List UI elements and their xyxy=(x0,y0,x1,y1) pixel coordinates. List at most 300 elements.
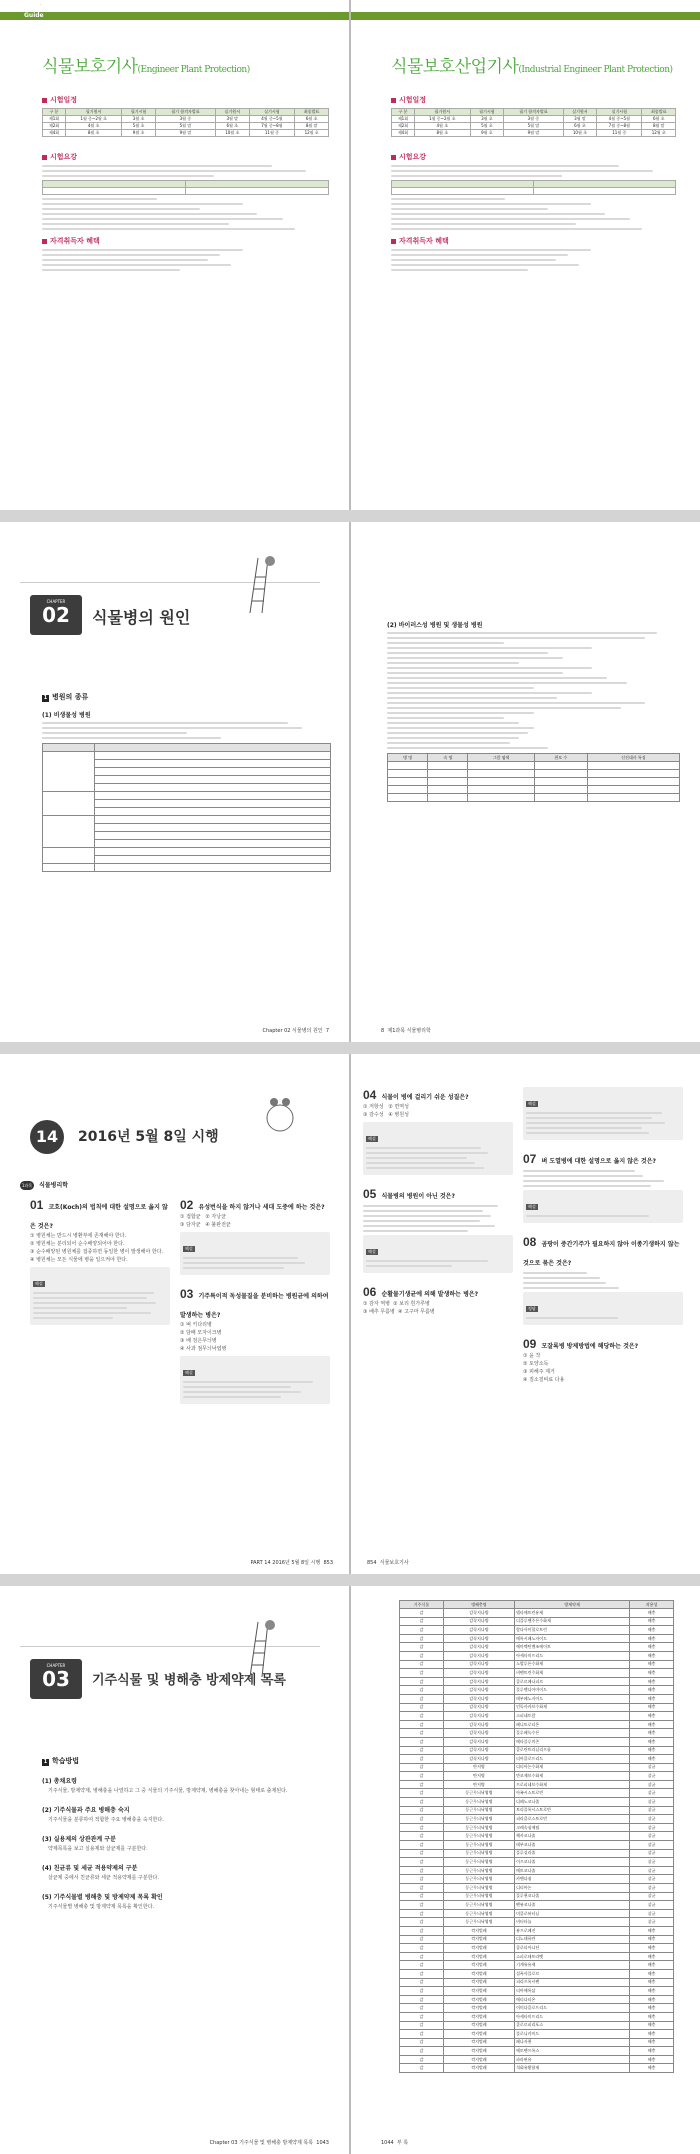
table-cell: 감 xyxy=(400,1952,444,1961)
section-heading xyxy=(42,1756,329,1766)
table-header-cell: 필기 합격자발표 xyxy=(155,109,215,116)
table-cell: 살균 xyxy=(630,1798,674,1807)
table-cell: 페나자퀸 xyxy=(515,2038,630,2047)
table-row xyxy=(400,1737,674,1746)
table-cell xyxy=(534,778,587,786)
table-row xyxy=(400,2055,674,2064)
study-item-title: (5) 기주식물별 병해충 및 방제약제 목록 확인 xyxy=(42,1894,163,1901)
table-cell: 페니트로티온 xyxy=(515,1720,630,1729)
table-row xyxy=(43,116,329,123)
table-row xyxy=(400,2012,674,2021)
table-cell: 깍지벌레 xyxy=(443,1995,514,2004)
table-cell: 감 xyxy=(400,2047,444,2056)
table-header-cell: 신진대사 특징 xyxy=(587,754,679,762)
chapter-header xyxy=(20,1646,320,1716)
table-cell: 감꼭지나방 xyxy=(443,1755,514,1764)
table-header-cell: 편모 수 xyxy=(534,754,587,762)
table-cell: 살균 xyxy=(630,1875,674,1884)
table-cell xyxy=(428,770,468,778)
table-cell: 미클로뷰타닐 xyxy=(515,1909,630,1918)
table-cell: 감 xyxy=(400,2021,444,2030)
explanation-label: 해설 xyxy=(35,1281,43,1286)
table-cell: 티아클로프리드 xyxy=(515,1755,630,1764)
study-item-title: (1) 총채요령 xyxy=(42,1778,77,1785)
table-header-cell: 기주식물 xyxy=(400,1601,444,1609)
section-number: 1 xyxy=(43,1759,48,1765)
table-cell: 피라클로스트로빈 xyxy=(515,1815,630,1824)
table-row xyxy=(400,1798,674,1807)
table-cell: 감 xyxy=(400,2055,444,2064)
right-page xyxy=(351,22,700,510)
pesticide-table-wrap xyxy=(399,1600,674,2073)
table-cell: 감 xyxy=(400,1987,444,1996)
schedule-note xyxy=(391,140,676,146)
chapter-title: 기주식물 및 병해충 방제약제 목록 xyxy=(92,1673,286,1688)
spread-chapter-02 xyxy=(0,522,700,1042)
table-cell: 트리플록시스트로빈 xyxy=(515,1806,630,1815)
right-page xyxy=(351,1586,700,2154)
table-row xyxy=(400,1755,674,1764)
page-number: 1044 xyxy=(381,2140,394,2146)
section-number: 1 xyxy=(43,695,48,701)
table-cell: 12월 초 xyxy=(295,130,329,137)
question-col-3 xyxy=(363,1084,513,1316)
section-benefit: 자격취득자 혜택 xyxy=(391,236,676,246)
table-cell: 감 xyxy=(400,1823,444,1832)
table-cell xyxy=(388,778,428,786)
table-cell: 3월 초 xyxy=(470,116,503,123)
choice: ① 접합균 xyxy=(180,1214,201,1220)
table-cell: 노발루론수화제 xyxy=(515,1660,630,1669)
table-header-cell: 구 분 xyxy=(43,109,66,116)
footer-right xyxy=(381,1027,431,1034)
chapter-number: 03 xyxy=(42,1667,70,1691)
table-cell: 감 xyxy=(400,1755,444,1764)
table-cell: 4월 초 xyxy=(66,123,122,130)
table-row xyxy=(400,1703,674,1712)
table-row xyxy=(392,123,676,130)
table-cell: 감 xyxy=(400,1935,444,1944)
table-cell: 해충 xyxy=(630,1755,674,1764)
table-row xyxy=(400,1643,674,1652)
table-cell: 감 xyxy=(400,1686,444,1695)
explanation-label: 해설 xyxy=(528,1204,536,1209)
spread-gap xyxy=(0,1574,700,1586)
table-row xyxy=(400,2004,674,2013)
page-title-right xyxy=(391,52,676,77)
table-header-cell: 병해충명 xyxy=(443,1601,514,1609)
question-choices xyxy=(363,1103,513,1119)
table-cell xyxy=(534,794,587,802)
table-cell: 살균 xyxy=(630,1892,674,1901)
table-cell: 플루벤디아마이드 xyxy=(515,1686,630,1695)
table-cell: 해충 xyxy=(630,2021,674,2030)
choice: ④ 사과 점무늬낙엽병 xyxy=(180,1346,227,1352)
table-cell: 해충 xyxy=(630,1987,674,1996)
question-col-1 xyxy=(30,1194,170,1325)
table-cell: 감 xyxy=(400,1995,444,2004)
title-en: (Engineer Plant Protection) xyxy=(137,65,250,75)
chapter-badge xyxy=(30,1659,82,1699)
table-cell: 해충 xyxy=(630,1669,674,1678)
table-cell: 5월 말 xyxy=(155,123,215,130)
table-cell: 메티다티온 xyxy=(515,1995,630,2004)
table-row xyxy=(400,1944,674,1953)
table-cell: 감 xyxy=(400,1798,444,1807)
table-cell: 감 xyxy=(400,1866,444,1875)
table-cell xyxy=(428,778,468,786)
footer-left xyxy=(250,1559,333,1566)
explanation-box xyxy=(30,1267,170,1325)
table-cell: 에마멕틴벤조에이트 xyxy=(515,1643,630,1652)
table-cell: 깍지벌레 xyxy=(443,2055,514,2064)
table-cell: 감꼭지나방 xyxy=(443,1634,514,1643)
table-row xyxy=(400,1806,674,1815)
table-cell: 에토펜프록스 xyxy=(515,2047,630,2056)
choice: ④ 고구마 무름병 xyxy=(398,1309,435,1315)
table-cell: 감꼭지나방 xyxy=(443,1686,514,1695)
title-en: (Industrial Engineer Plant Protection) xyxy=(518,65,673,75)
table-row xyxy=(400,1901,674,1910)
table-cell: 살균 xyxy=(630,1789,674,1798)
question-text: 순활물기생균에 의해 발생하는 병은? xyxy=(381,1291,479,1298)
table-cell xyxy=(428,786,468,794)
choice: ③ 배추 무름병 xyxy=(363,1309,395,1315)
section-title: 학습방법 xyxy=(52,1757,80,1765)
explanation-box xyxy=(180,1232,330,1275)
chapter-body xyxy=(42,682,331,872)
table-cell: 감 xyxy=(400,1712,444,1721)
table-cell: 1월 중~2월 초 xyxy=(66,116,122,123)
table-row xyxy=(400,1892,674,1901)
table-header-cell: 최종발표 xyxy=(295,109,329,116)
table-row xyxy=(400,1841,674,1850)
table-cell: 해충 xyxy=(630,1961,674,1970)
table-cell xyxy=(587,786,679,794)
table-cell: 감 xyxy=(400,1617,444,1626)
table-header-cell: 실기시험 xyxy=(597,109,642,116)
table-row xyxy=(400,1677,674,1686)
question-04 xyxy=(363,1084,513,1175)
table-cell: 감 xyxy=(400,2038,444,2047)
spread-chapter-03 xyxy=(0,1586,700,2154)
table-cell: 살균 xyxy=(630,1763,674,1772)
table-cell: 인독사카브수화제 xyxy=(515,1703,630,1712)
table-cell: 살균 xyxy=(630,1780,674,1789)
table-cell: 3월 말 xyxy=(215,116,249,123)
spread-gap xyxy=(0,1042,700,1054)
table-cell: 둥근무늬낙엽병 xyxy=(443,1884,514,1893)
table-cell: 해충 xyxy=(630,1746,674,1755)
exam-header xyxy=(30,1114,330,1164)
explanation-box xyxy=(363,1122,513,1175)
table-cell: 해충 xyxy=(630,1651,674,1660)
table-cell: 감 xyxy=(400,1909,444,1918)
table-cell: 4월 초 xyxy=(414,123,470,130)
explanation-label: 해설 xyxy=(368,1249,376,1254)
study-item-title: (3) 실용제의 상관관계 구분 xyxy=(42,1836,116,1843)
question-number: 01 xyxy=(30,1198,44,1212)
table-cell: 해충 xyxy=(630,1926,674,1935)
table-cell: 해충 xyxy=(630,1617,674,1626)
table-cell: 둥근무늬낙엽병 xyxy=(443,1789,514,1798)
table-cell: 해충 xyxy=(630,1686,674,1695)
table-cell: 메트코나졸 xyxy=(515,1866,630,1875)
question-number: 05 xyxy=(363,1187,377,1201)
table-cell: 감 xyxy=(400,1703,444,1712)
table-cell: 3월 말 xyxy=(563,116,596,123)
table-cell: 살균 xyxy=(630,1823,674,1832)
table-header-row xyxy=(43,109,329,116)
table-cell: 해충 xyxy=(630,1694,674,1703)
table-cell: 감 xyxy=(400,1694,444,1703)
page-number: 1043 xyxy=(316,2140,329,2146)
table-cell: 살균 xyxy=(630,1918,674,1927)
table-row xyxy=(392,130,676,137)
study-item-body: 살균제 중에서 친균류와 세균 적용약제를 구분한다. xyxy=(48,1875,159,1881)
table-row xyxy=(388,762,680,770)
table-cell: 감 xyxy=(400,1729,444,1738)
table-cell: 깍지벌레 xyxy=(443,2021,514,2030)
bacteria-table xyxy=(387,753,680,802)
guide-label: Guide xyxy=(24,12,44,19)
table-header-row xyxy=(388,754,680,762)
table-cell: 해충 xyxy=(630,1703,674,1712)
table-cell: 프로피네브수화제 xyxy=(515,1780,630,1789)
table-cell: 감 xyxy=(400,1969,444,1978)
table-cell xyxy=(587,770,679,778)
table-row xyxy=(400,1935,674,1944)
study-item-body: 기주식물을 분류하여 적합한 주요 병해충을 숙지한다. xyxy=(48,1817,164,1823)
page-number: 7 xyxy=(325,1028,329,1034)
table-cell: 제4회 xyxy=(43,130,66,137)
question-text: 코흐(Koch)의 법칙에 대한 설명으로 옳지 않은 것은? xyxy=(30,1204,168,1230)
schedule-table xyxy=(391,108,676,137)
chapter-title: 식물병의 원인 xyxy=(92,608,191,627)
table-cell: 9월 말 xyxy=(155,130,215,137)
table-row xyxy=(400,1729,674,1738)
table-cell: 감꼭지나방 xyxy=(443,1746,514,1755)
table-cell: 제1회 xyxy=(392,116,415,123)
table-row xyxy=(400,1926,674,1935)
table-cell: 제1회 xyxy=(43,116,66,123)
question-choices xyxy=(30,1232,170,1264)
table-cell: 감 xyxy=(400,1892,444,1901)
table-row xyxy=(400,1995,674,2004)
table-cell xyxy=(388,794,428,802)
table-header-cell: 구 분 xyxy=(392,109,415,116)
table-cell: 감꼭지나방 xyxy=(443,1651,514,1660)
table-cell: 감 xyxy=(400,2012,444,2021)
question-text: 곰팡이 중간기주가 필요하지 않아 이종기생하지 않는 것으로 묶은 것은? xyxy=(523,1241,680,1267)
table-cell: 해충 xyxy=(630,2047,674,2056)
table-cell: 8월 초 xyxy=(66,130,122,137)
table-cell: 깍지벌레 xyxy=(443,2030,514,2039)
table-cell xyxy=(534,770,587,778)
table-cell: 둥근무늬낙엽병 xyxy=(443,1875,514,1884)
footer-text: 식물보호기사 xyxy=(379,1560,409,1566)
table-row xyxy=(400,1660,674,1669)
section-benefit: 자격취득자 혜택 xyxy=(42,236,329,246)
table-cell: 감 xyxy=(400,1858,444,1867)
table-cell: 플루실라졸 xyxy=(515,1849,630,1858)
table-header-cell: 그람 염색 xyxy=(468,754,534,762)
subsection-title: (1) 비생물성 병원 xyxy=(42,712,91,719)
table-cell: 감 xyxy=(400,1789,444,1798)
table-cell: 감 xyxy=(400,1926,444,1935)
explanation-label: 해설 xyxy=(528,1101,536,1106)
table-header-cell: 실기원서 xyxy=(563,109,596,116)
choice: ② 담배 모자이크병 xyxy=(180,1330,222,1336)
table-cell: 이프코나졸 xyxy=(515,1858,630,1867)
schedule-table xyxy=(42,108,329,137)
choice: ① 병원체는 반드시 병환부에 존재해야 한다. xyxy=(30,1233,127,1239)
table-cell: 해충 xyxy=(630,2064,674,2073)
table-row xyxy=(400,1686,674,1695)
table-cell: 아족시스트로빈 xyxy=(515,1789,630,1798)
table-cell: 해충 xyxy=(630,1944,674,1953)
study-item-title: (2) 기주식물과 주요 병해충 숙지 xyxy=(42,1807,130,1814)
subject-table xyxy=(42,180,329,195)
table-cell: 감 xyxy=(400,1780,444,1789)
table-cell: 감 xyxy=(400,1806,444,1815)
table-header-cell: 속 명 xyxy=(428,754,468,762)
table-cell: 둥근무늬낙엽병 xyxy=(443,1892,514,1901)
table-cell: 깍지벌레 xyxy=(443,1926,514,1935)
table-cell: 7월 중~8월 xyxy=(597,123,642,130)
table-cell: 8월 말 xyxy=(295,123,329,130)
table-header-cell: 필기원서 xyxy=(66,109,122,116)
globe-illustration-icon xyxy=(260,1092,300,1132)
question-01 xyxy=(30,1194,170,1325)
table-cell: 둥근무늬낙엽병 xyxy=(443,1918,514,1927)
table-cell: 해충 xyxy=(630,1978,674,1987)
table-cell: 둥근무늬낙엽병 xyxy=(443,1901,514,1910)
table-cell: 6월 초 xyxy=(215,123,249,130)
table-row xyxy=(400,2064,674,2073)
table-cell: 비터타놀 xyxy=(515,1918,630,1927)
table-cell: 감 xyxy=(400,1832,444,1841)
table-row xyxy=(43,130,329,137)
table-cell: 감 xyxy=(400,1815,444,1824)
table-cell: 깍지벌레 xyxy=(443,2047,514,2056)
table-row xyxy=(400,1712,674,1721)
explanation-box xyxy=(523,1190,683,1223)
table-cell: 깍지벌레 xyxy=(443,1952,514,1961)
table-cell: 감꼭지나방 xyxy=(443,1609,514,1618)
table-row xyxy=(400,1772,674,1781)
footer-left xyxy=(210,2139,329,2146)
explanation-box xyxy=(523,1292,683,1325)
explanation-label: 해설 xyxy=(185,1370,193,1375)
illustration-ladder-icon xyxy=(240,1617,280,1677)
table-row xyxy=(400,1884,674,1893)
table-cell: 해충 xyxy=(630,1643,674,1652)
table-row xyxy=(400,1763,674,1772)
choice: ④ 불완전균 xyxy=(205,1222,231,1228)
table-cell: 감 xyxy=(400,1669,444,1678)
question-07 xyxy=(523,1148,683,1223)
table-row xyxy=(400,2021,674,2030)
table-cell: 깍지벌레 xyxy=(443,1961,514,1970)
chapter-label: CHAPTER xyxy=(46,1663,66,1668)
table-cell: 테부코나졸 xyxy=(515,1841,630,1850)
table-row xyxy=(400,1858,674,1867)
table-cell: 클로티아니딘 xyxy=(515,1944,630,1953)
table-cell: 감 xyxy=(400,1884,444,1893)
footer-text: PART 14 2016년 5월 8일 시행 xyxy=(250,1560,321,1566)
table-cell: 감 xyxy=(400,2004,444,2013)
table-cell: 감꼭지나방 xyxy=(443,1712,514,1721)
table-cell: 감 xyxy=(400,1720,444,1729)
table-cell: 감 xyxy=(400,1737,444,1746)
table-cell: 깍지벌레 xyxy=(443,1944,514,1953)
table-row xyxy=(400,1617,674,1626)
table-row xyxy=(400,1952,674,1961)
table-cell: 티아메톡삼 xyxy=(515,1987,630,1996)
table-cell: 기계유유제 xyxy=(515,1961,630,1970)
choice: ① 벼 키다리병 xyxy=(180,1322,212,1328)
table-row xyxy=(400,1866,674,1875)
table-cell: 12월 초 xyxy=(642,130,676,137)
footer-text: Chapter 02 식물병의 원인 xyxy=(262,1028,323,1034)
table-cell: 10월 초 xyxy=(563,130,596,137)
table-cell xyxy=(388,770,428,778)
table-cell xyxy=(468,778,534,786)
table-cell: 클로르페나피르 xyxy=(515,1677,630,1686)
explanation-box xyxy=(180,1356,330,1404)
table-cell: 해충 xyxy=(630,1712,674,1721)
question-02 xyxy=(180,1194,330,1275)
title-ko: 식물보호산업기사 xyxy=(391,57,519,77)
question-choices xyxy=(523,1352,683,1384)
table-row xyxy=(400,1978,674,1987)
table-cell xyxy=(534,786,587,794)
table-cell: 해충 xyxy=(630,1609,674,1618)
table-cell: 3월 중 xyxy=(504,116,564,123)
section-info: 시험요강 xyxy=(391,152,676,162)
table-cell xyxy=(468,770,534,778)
table-cell: 감꼭지나방 xyxy=(443,1617,514,1626)
question-number: 07 xyxy=(523,1152,537,1166)
table-cell: 살균 xyxy=(630,1849,674,1858)
subsection-title: (2) 바이러스성 병원 및 생물성 병원 xyxy=(387,622,483,629)
question-text: 식물병의 병원이 아닌 것은? xyxy=(381,1193,455,1200)
study-item-body: 약제목록을 보고 실용제와 살균제를 구분한다. xyxy=(48,1846,148,1852)
table-cell: 6월 초 xyxy=(295,116,329,123)
study-item-body: 기주식물, 방제약제, 병해충을 나열하고 그 중 식물의 기주식물, 방제약제, 병해충을 찾아내는 형태로 출제된다. xyxy=(48,1788,288,1794)
table-cell: 살균 xyxy=(630,1866,674,1875)
table-header-cell: 방제약제 xyxy=(515,1601,630,1609)
table-cell: 만코제브수화제 xyxy=(515,1772,630,1781)
question-text: 기주특이적 독성물질을 분비하는 병원균에 의하여 발생하는 병은? xyxy=(180,1293,329,1319)
choice: ③ 담자균 xyxy=(180,1222,201,1228)
question-03 xyxy=(180,1283,330,1404)
table-cell: 해충 xyxy=(630,2004,674,2013)
table-cell: 8월 말 xyxy=(642,123,676,130)
footer-text: 부 록 xyxy=(396,2140,409,2146)
table-cell: 디페노코나졸 xyxy=(515,1798,630,1807)
table-row xyxy=(388,778,680,786)
table-cell: 플루페녹수론 xyxy=(515,1729,630,1738)
question-09 xyxy=(523,1333,683,1384)
table-cell: 감꼭지나방 xyxy=(443,1720,514,1729)
table-cell: 감꼭지나방 xyxy=(443,1643,514,1652)
study-item xyxy=(42,1805,329,1824)
table-cell: 감 xyxy=(400,1746,444,1755)
table-cell: 깍지벌레 xyxy=(443,2012,514,2021)
table-cell: 살균 xyxy=(630,1884,674,1893)
